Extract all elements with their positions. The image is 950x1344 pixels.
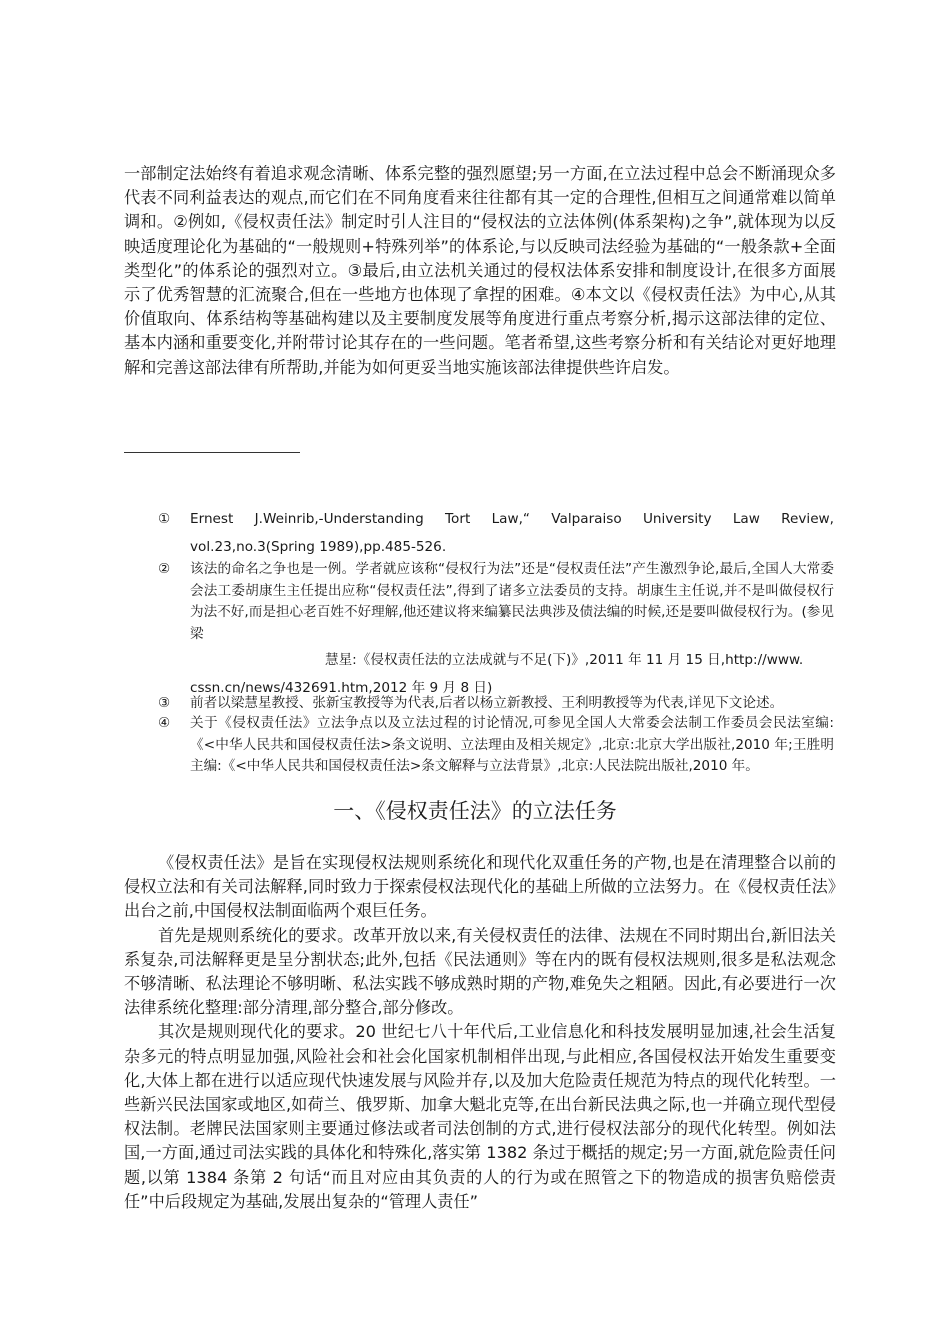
footnote-2-marker: ②: [158, 561, 171, 577]
footnote-3: [158, 693, 834, 715]
footnote-4-text: 关于《侵权责任法》立法争点以及立法过程的讨论情况,可参见全国人大常委会法制工作委员会民法室编:《<中华人民共和国侵权责任法>条文说明、立法理由及相关规定》,北京:北京大学出版社,2010 年;王胜明主编:《<中华人民共和国侵权责任法>条文解释与立法背景》,北京:人民法院出版社,2010 年。: [190, 715, 834, 774]
section-heading: 一、《侵权责任法》的立法任务: [333, 799, 617, 823]
footnote-1-marker: ①: [158, 511, 171, 527]
footnote-2: [158, 559, 834, 702]
footnote-1-text: Ernest J.Weinrib,-Understanding Tort Law,“ Valparaiso University Law Review, vol.23,no.3(Spring 1989),pp.485-526.: [190, 511, 834, 555]
footnote-4-marker: ④: [158, 715, 171, 731]
footnote-2-continuation: 慧星:《侵权责任法的立法成就与不足(下)》,2011 年 11 月 15 日,http://www.: [325, 652, 804, 668]
body-paragraph-1: 《侵权责任法》是旨在实现侵权法规则系统化和现代化双重任务的产物,也是在清理整合以前的侵权立法和有关司法解释,同时致力于探索侵权法现代化的基础上所做的立法努力。在《侵权责任法》出台之前,中国侵权法制面临两个艰巨任务。: [124, 853, 836, 921]
intro-paragraph: 一部制定法始终有着追求观念清晰、体系完整的强烈愿望;另一方面,在立法过程中总会不断涌现众多代表不同利益表达的观点,而它们在不同角度看来往往都有其一定的合理性,但相互之间通常难以简单调和。②例如,《侵权责任法》制定时引人注目的“侵权法的立法体例(体系架构)之争”,就体现为以反映适度理论化为基础的“一般规则+特殊列举”的体系论,与以反映司法经验为基础的“一般条款+全面类型化”的体系论的强烈对立。③最后,由立法机关通过的侵权法体系安排和制度设计,在很多方面展示了优秀智慧的汇流聚合,但在一些地方也体现了拿捏的困难。④本文以《侵权责任法》为中心,从其价值取向、体系结构等基础构建以及主要制度发展等角度进行重点考察分析,揭示这部法律的定位、基本内涵和重要变化,并附带讨论其存在的一些问题。笔者希望,这些考察分析和有关结论对更好地理解和完善这部法律有所帮助,并能为如何更妥当地实施该部法律提供些许启发。: [124, 164, 836, 377]
footnote-2-tail: cssn.cn/news/432691.htm,2012 年 9 月 8 日): [190, 680, 493, 696]
section-body: [124, 851, 836, 1214]
footnote-4: [158, 713, 834, 778]
body-paragraph-3: 其次是规则现代化的要求。20 世纪七八十年代后,工业信息化和科技发展明显加速,社会生活复杂多元的特点明显加强,风险社会和社会化国家机制相伴出现,与此相应,各国侵权法开始发生重要变化,大体上都在进行以适应现代快速发展与风险并存,以及加大危险责任规范为特点的现代化转型。一些新兴民法国家或地区,如荷兰、俄罗斯、加拿大魁北克等,在出台新民法典之际,也一并确立现代型侵权法制。老牌民法国家则主要通过修法或者司法创制的方式,进行侵权法部分的现代化转型。例如法国,一方面,通过司法实践的具体化和特殊化,落实第 1382 条过于概括的规定;另一方面,就危险责任问题,以第 1384 条第 2 句话“而且对应由其负责的人的行为或在照管之下的物造成的损害负赔偿责任”中后段规定为基础,发展出复杂的“管理人责任”: [124, 1022, 836, 1211]
footnote-3-marker: ③: [158, 695, 171, 711]
footnote-divider: [124, 452, 300, 453]
footnote-2-text: 该法的命名之争也是一例。学者就应该称“侵权行为法”还是“侵权责任法”产生激烈争论,最后,全国人大常委会法工委胡康生主任提出应称“侵权责任法”,得到了诸多立法委员的支持。胡康生主任说,并不是叫做侵权行为法不好,而是担心老百姓不好理解,他还建议将来编纂民法典涉及债法编的时候,还是要叫做侵权行为。(参见梁: [190, 561, 834, 642]
footnote-1: [158, 505, 834, 561]
footnote-3-text: 前者以梁慧星教授、张新宝教授等为代表,后者以杨立新教授、王利明教授等为代表,详见下文论述。: [190, 695, 784, 711]
body-paragraph-2: 首先是规则系统化的要求。改革开放以来,有关侵权责任的法律、法规在不同时期出台,新旧法关系复杂,司法解释更是呈分割状态;此外,包括《民法通则》等在内的既有侵权法规则,很多是私法观念不够清晰、私法理论不够明晰、私法实践不够成熟时期的产物,难免失之粗陋。因此,有必要进行一次法律系统化整理:部分清理,部分整合,部分修改。: [124, 925, 836, 1018]
